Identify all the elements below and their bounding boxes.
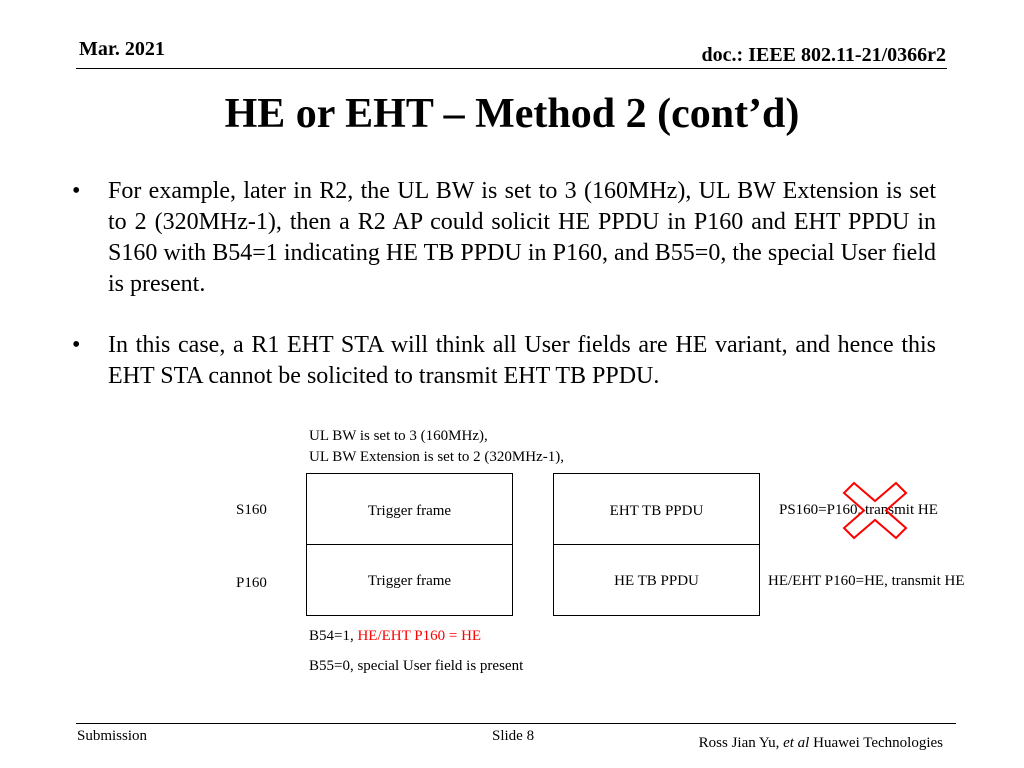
he-tb-ppdu-label: HE TB PPDU (614, 573, 699, 589)
author-name: Ross Jian Yu, (698, 735, 784, 751)
slide-title: HE or EHT – Method 2 (cont’d) (224, 91, 800, 137)
footer-divider (76, 723, 956, 724)
bullet-marker: • (72, 178, 81, 204)
ppdu-box (553, 473, 760, 616)
header-doc-id: doc.: IEEE 802.11-21/0366r2 (701, 44, 946, 66)
header-divider (76, 68, 947, 69)
trigger-frame-box (306, 473, 513, 616)
header-date: Mar. 2021 (79, 38, 165, 60)
bullet-list (72, 176, 936, 422)
bullet-text: For example, later in R2, the UL BW is set to 3 (160MHz), UL BW Extension is set to 2 (320MHz-1), then a R2 AP could solicit HE PPDU in P160 and EHT PPDU in S160 with B54=1 indicating HE TB PPDU in P160, and B55=0, the special User field is present. (108, 178, 936, 297)
bullet-item (72, 330, 936, 392)
diagram-caption-line2: UL BW Extension is set to 2 (320MHz-1), (309, 449, 564, 465)
right-note-p160: HE/EHT P160=HE, transmit HE (768, 573, 965, 589)
note-b55: B55=0, special User field is present (309, 658, 524, 674)
ppdu-divider (554, 544, 759, 545)
trigger-frame-label-s160: Trigger frame (367, 503, 452, 519)
author-etal: et al (783, 735, 810, 751)
diagram-caption-line1: UL BW is set to 3 (160MHz), (309, 428, 488, 444)
author-org: Huawei Technologies (809, 735, 943, 751)
eht-tb-ppdu-label: EHT TB PPDU (609, 503, 704, 519)
bullet-item (72, 176, 936, 300)
trigger-frame-label-p160: Trigger frame (367, 573, 452, 589)
row-label-p160: P160 (236, 575, 267, 591)
note-b54 (309, 628, 481, 645)
footer-submission: Submission (77, 728, 148, 744)
slide-number: Slide 8 (492, 728, 535, 744)
trigger-frame-divider (307, 544, 512, 545)
row-label-s160: S160 (236, 502, 267, 518)
right-note-s160: PS160=P160, transmit HE (779, 502, 938, 518)
cross-icon (842, 481, 908, 540)
bullet-marker: • (72, 332, 81, 358)
note-b54-highlight: HE/EHT P160 = HE (357, 628, 482, 644)
note-b54-prefix: B54=1, (309, 628, 358, 644)
footer-author (699, 735, 943, 752)
bullet-text: In this case, a R1 EHT STA will think all User fields are HE variant, and hence this EHT STA cannot be solicited to transmit EHT TB PPDU. (108, 332, 936, 389)
